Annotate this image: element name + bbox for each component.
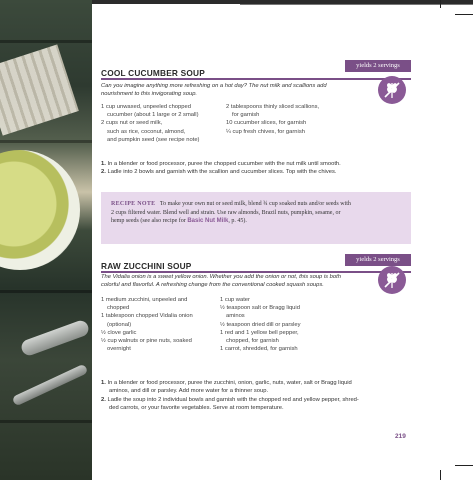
crop-mark	[455, 14, 473, 15]
recipe-steps	[101, 160, 411, 177]
food-photo	[0, 0, 92, 480]
crop-mark	[455, 465, 473, 466]
step: 2. Ladle into 2 bowls and garnish with the scallion and cucumber slices. Top with the chives.	[101, 169, 337, 176]
step: 1. In a blender or food processor, puree the zucchini, onion, garlic, nuts, water, salt or Bragg liquid	[101, 380, 352, 386]
page-number: 219	[395, 433, 406, 440]
yields-badge: yields 2 servings	[345, 60, 411, 72]
step: 2. Ladle the soup into 2 individual bowls and garnish with the chopped red and yellow pepper, shred-	[101, 396, 359, 403]
yields-badge: yields 2 servings	[345, 254, 411, 266]
title-rule	[101, 78, 411, 80]
soup-bowl-image	[0, 150, 80, 270]
recipe-intro: The Vidalia onion is a sweet yellow onion. Whether you add the onion or not, this soup is both colorful and flavorful. A refreshing change from the conventional cooked squash soups.	[101, 274, 341, 289]
recipe-title: COOL CUCUMBER SOUP	[101, 68, 205, 78]
step: 1. In a blender or food processor, puree the chopped cucumber with the nut milk until smooth.	[101, 161, 341, 167]
recipe-note-label: RECIPE NOTE	[111, 201, 156, 207]
recipe-note-box: RECIPE NOTE To make your own nut or seed milk, blend ¾ cup soaked nuts and/or seeds with 2 cups filtered water. Blend well and strain. Use raw almonds, Brazil nuts, pumpkin, sesame, or hemp seeds (see also recipe for Basic Nut Milk, p. 45).	[101, 192, 411, 244]
no-wheat-icon	[378, 76, 406, 104]
basic-nut-milk-link[interactable]: Basic Nut Milk	[187, 218, 229, 225]
crop-mark	[440, 0, 441, 8]
ingredients-right: 1 cup water ½ teaspoon salt or Bragg liquid aminos ½ teaspoon dried dill or parsley 1 red and 1 yellow bell pepper, chopped, for garnish 1 carrot, shredded, for garnish	[220, 297, 301, 353]
recipe-steps: 1. In a blender or food processor, puree the zucchini, onion, garlic, nuts, water, salt or Bragg liquid aminos, and dill or parsley. Add more water for a thinner soup. 2. Ladle the soup into 2 individual bowls and garnish with the chopped red and yellow pepper, shred- ded carrots, or your favorite vegetables. Serve at room temperature.	[101, 379, 411, 413]
top-rule-thin	[240, 4, 473, 5]
crop-mark	[440, 470, 441, 480]
recipe-intro: Can you imagine anything more refreshing on a hot day? The nut milk and scallions add nourishment to this invigorating soup.	[101, 83, 327, 98]
recipe-title: RAW ZUCCHINI SOUP	[101, 261, 192, 271]
ingredients-left: 1 cup unwaxed, unpeeled chopped cucumber (about 1 large or 2 small) 2 cups nut or seed milk, such as rice, coconut, almond, and pumpkin seed (see recipe note)	[101, 104, 200, 143]
ingredients-right: 2 tablespoons thinly sliced scallions, for garnish 10 cucumber slices, for garnish ¼ cup fresh chives, for garnish	[226, 104, 320, 135]
no-wheat-icon	[378, 266, 406, 294]
ingredients-left: 1 medium zucchini, unpeeled and chopped 1 tablespoon chopped Vidalia onion (optional) ½ clove garlic ½ cup walnuts or pine nuts, soaked overnight	[101, 297, 193, 353]
